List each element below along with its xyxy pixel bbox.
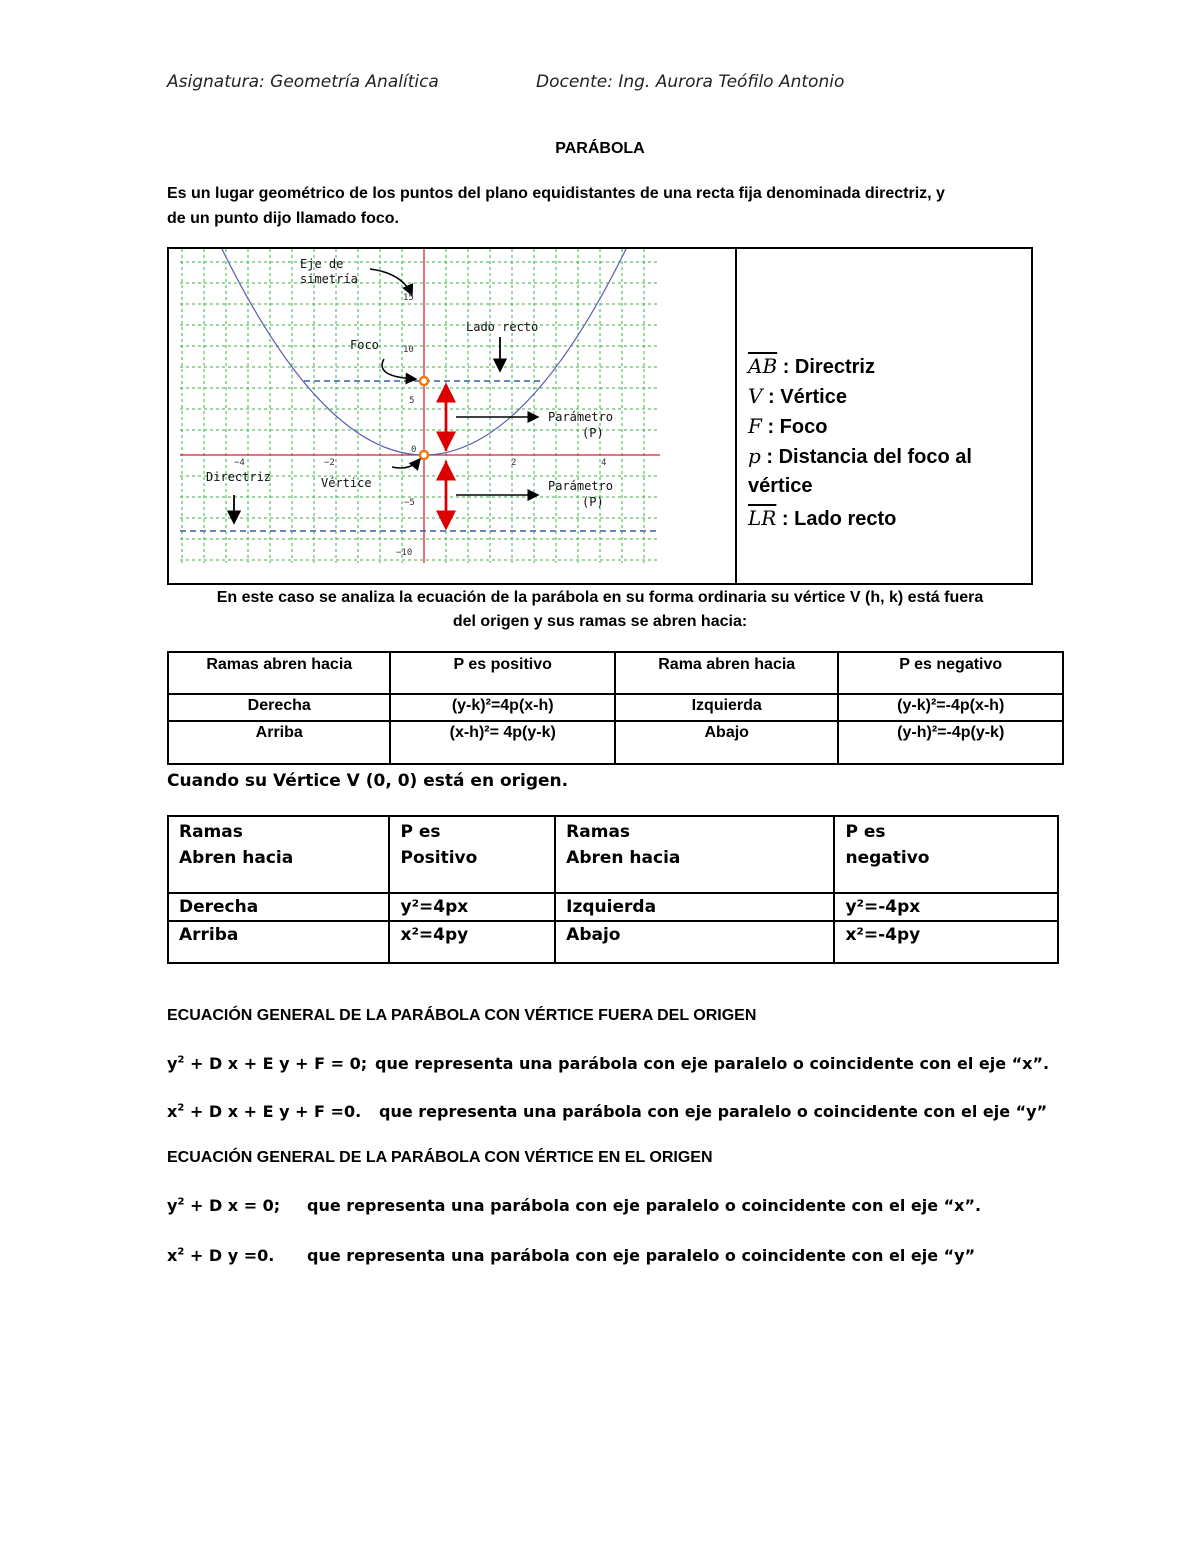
vertex-point xyxy=(420,451,428,459)
origin-heading: Cuando su Vértice V (0, 0) está en origen. xyxy=(167,771,569,791)
legend-lr-symbol: $\overline{LR}$ xyxy=(748,506,777,530)
tick-y-neg10: −10 xyxy=(396,548,413,558)
table-header-cell: P es negativo xyxy=(838,652,1063,694)
general-outside-eq-2: $x^2 + D$ x + E y + F =0. que representa una parábola con eje paralelo o coincidente con el eje “y” xyxy=(167,1102,1048,1121)
general-origin-heading: ECUACIÓN GENERAL DE LA PARÁBOLA CON VÉRTICE EN EL ORIGEN xyxy=(167,1149,713,1166)
tick-y-10: 10 xyxy=(403,345,414,355)
legend-v-symbol: V xyxy=(748,384,763,408)
axis-label-1: Eje de xyxy=(300,257,344,271)
parameter-label-1: Parámetro xyxy=(548,410,614,424)
tick-y-5: 5 xyxy=(409,396,415,406)
table-header-cell: Rama abren hacia xyxy=(615,652,839,694)
parameter-p-label-2: (P) xyxy=(582,495,604,509)
vertex-origin-table xyxy=(167,815,1059,964)
table-header-cell: Ramas abren hacia xyxy=(168,652,390,694)
tick-x-2: 2 xyxy=(511,458,517,468)
table-row xyxy=(168,721,1063,764)
general-origin-eq-1: $y^2 + D$ x = 0; que representa una parábola con eje paralelo o coincidente con el eje “x”. xyxy=(167,1196,982,1215)
table-header-row xyxy=(168,816,1058,893)
table-header-cell: P es Positivo xyxy=(389,816,555,893)
general-origin-eq-2: $x^2 + D$ y =0. que representa una parábola con eje paralelo o coincidente con el eje “y” xyxy=(167,1246,976,1265)
grid-lines xyxy=(180,249,660,563)
tick-y-15: 15 xyxy=(403,293,414,303)
tick-y-0: 0 xyxy=(411,445,417,455)
focus-label: Foco xyxy=(350,338,379,352)
caption-line-2: del origen y sus ramas se abren hacia: xyxy=(452,613,748,630)
table-cell: Derecha xyxy=(168,893,389,921)
table-cell: Derecha xyxy=(168,694,390,721)
course-label: Asignatura: Geometría Analítica xyxy=(167,72,439,92)
directrix-label: Directriz xyxy=(206,470,272,484)
tick-x-neg4: −4 xyxy=(234,458,245,468)
tick-y-neg5: −5 xyxy=(404,498,415,508)
focus-annotation-arrow xyxy=(382,359,416,379)
table-cell: Izquierda xyxy=(615,694,839,721)
definition-line-1: Es un lugar geométrico de los puntos del plano equidistantes de una recta fija denominada directriz, y xyxy=(167,185,945,202)
latus-rectum-label: Lado recto xyxy=(466,320,539,334)
legend-f-text: : Foco xyxy=(761,416,828,438)
table-cell: Izquierda xyxy=(555,893,834,921)
teacher-label: Docente: Ing. Aurora Teófilo Antonio xyxy=(536,72,845,92)
table-header-cell: P es positivo xyxy=(390,652,614,694)
table-cell: y²=4px xyxy=(389,893,555,921)
parameter-label-2: Parámetro xyxy=(548,479,614,493)
figure-divider xyxy=(735,247,737,585)
legend-ab-symbol: $\overline{AB}$ xyxy=(748,354,778,378)
vertex-label: Vértice xyxy=(321,476,372,490)
axis-label-2: simetría xyxy=(300,272,358,286)
tick-x-neg2: −2 xyxy=(324,458,335,468)
legend-ab-text: : Directriz xyxy=(777,356,875,378)
axis-annotation-arrow xyxy=(370,269,412,295)
legend-f-symbol: F xyxy=(748,414,762,438)
vertex-annotation-arrow xyxy=(392,459,420,468)
table-row xyxy=(168,921,1058,963)
table-cell: x²=4py xyxy=(389,921,555,963)
table-cell: (y-k)²=-4p(x-h) xyxy=(838,694,1063,721)
table-row xyxy=(168,893,1058,921)
table-cell: (y-h)²=-4p(y-k) xyxy=(838,721,1063,764)
general-outside-eq-1: $y^2 + D$ x + E y + F = 0; que representa una parábola con eje paralelo o coincidente con el eje “x”. xyxy=(167,1054,1050,1073)
legend-p-text-2: vértice xyxy=(748,475,813,497)
vertex-outside-table xyxy=(167,651,1064,765)
legend-lr-text: : Lado recto xyxy=(776,508,897,530)
caption-line-1: En este caso se analiza la ecuación de la parábola en su forma ordinaria su vértice V (h, k) está fuera xyxy=(216,589,984,606)
table-header-cell: Ramas Abren hacia xyxy=(168,816,389,893)
legend xyxy=(748,352,1028,534)
tick-x-4: 4 xyxy=(601,458,607,468)
table-cell: y²=-4px xyxy=(834,893,1058,921)
legend-v-text: : Vértice xyxy=(762,386,847,408)
table-cell: Arriba xyxy=(168,921,389,963)
parabola-diagram xyxy=(180,249,660,563)
parameter-p-label-1: (P) xyxy=(582,426,604,440)
legend-p-symbol: p xyxy=(748,444,761,468)
general-outside-heading: ECUACIÓN GENERAL DE LA PARÁBOLA CON VÉRTICE FUERA DEL ORIGEN xyxy=(167,1007,757,1024)
table-cell: (y-k)²=4p(x-h) xyxy=(390,694,614,721)
table-header-cell: P es negativo xyxy=(834,816,1058,893)
table-header-row xyxy=(168,652,1063,694)
table-cell: Abajo xyxy=(615,721,839,764)
table-header-cell: Ramas Abren hacia xyxy=(555,816,834,893)
table-row xyxy=(168,694,1063,721)
legend-p-text: : Distancia del foco al xyxy=(760,446,972,468)
focus-point xyxy=(420,377,428,385)
definition-line-2: de un punto dijo llamado foco. xyxy=(167,210,399,227)
table-cell: (x-h)²= 4p(y-k) xyxy=(390,721,614,764)
table-cell: Arriba xyxy=(168,721,390,764)
table-cell: x²=-4py xyxy=(834,921,1058,963)
page-title: PARÁBOLA xyxy=(555,140,645,157)
table-cell: Abajo xyxy=(555,921,834,963)
